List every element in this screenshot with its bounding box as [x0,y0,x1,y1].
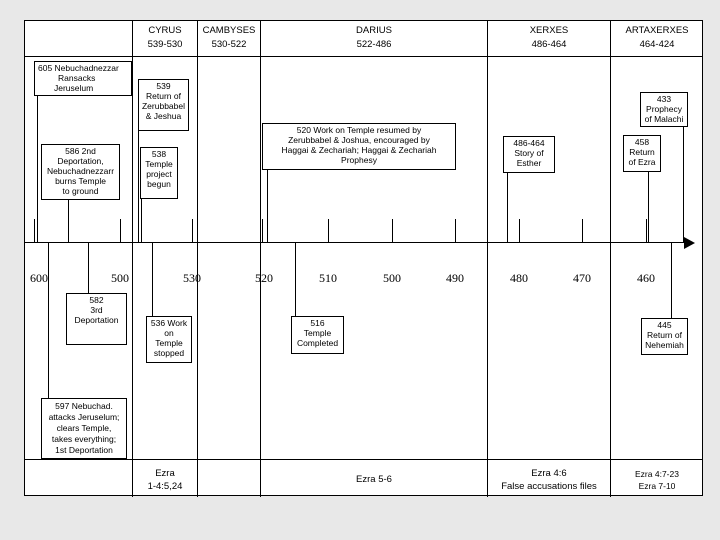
event-text: Deportation, [57,156,104,166]
header-years: 464-424 [639,39,675,50]
event-433-box [640,92,688,127]
event-text: Haggai & Zechariah; Haggai & Zechariah [281,145,437,155]
header-name: ARTAXERXES [625,25,689,36]
event-539-box [138,79,189,131]
event-text: 538 [151,149,167,159]
event-536-box [146,316,192,363]
event-text: Nehemiah [645,340,684,350]
event-text: 1st Deportation [55,445,113,455]
event-text: 3rd [90,305,103,315]
header-cyrus [133,24,197,52]
event-text: Esther [516,158,542,168]
year-label: 460 [637,271,655,285]
header-artaxerxes [611,24,703,52]
event-text: begun [147,179,171,189]
reference-xerxes [488,467,610,493]
header-name: CYRUS [148,25,182,36]
event-text: on [164,328,174,338]
event-458-box [623,135,661,172]
year-tick [120,219,121,242]
column-divider [610,21,611,497]
event-text: Temple [145,159,173,169]
event-text: attacks Jeruselum; [48,412,120,422]
event-text: clears Temple, [56,423,112,433]
reference-text: Ezra 5-6 [356,474,392,485]
header-years: 486-464 [531,39,567,50]
year-tick [582,219,583,242]
event-text: 520 Work on Temple resumed by [296,125,422,135]
year-tick [328,219,329,242]
timeline-arrow-icon [684,237,695,249]
year-tick [192,219,193,242]
event-connector [88,242,89,293]
year-tick [34,219,35,242]
reference-text: Ezra 7-10 [638,481,676,491]
year-tick [262,219,263,242]
event-connector [295,242,296,316]
event-586-box [41,144,120,200]
header-name: DARIUS [356,25,392,36]
header-divider [25,56,703,57]
event-text: to ground [62,186,99,196]
event-text: Nebuchadnezzarr [46,166,115,176]
event-text: project [146,169,172,179]
timeline-slide [24,20,703,496]
event-text: Temple [155,338,183,348]
event-516-box [291,316,344,354]
header-name: CAMBYSES [202,25,256,36]
year-tick [455,219,456,242]
event-486-464-box [503,136,555,173]
event-text: 516 [310,318,325,328]
header-name: XERXES [529,25,569,36]
event-text: Return [629,147,655,157]
event-538-box [140,147,178,199]
reference-text: False accusations files [501,481,597,492]
event-text: 433 [656,94,672,104]
event-text: 582 [89,295,104,305]
event-text: Deportation [74,315,119,325]
reference-artaxerxes [611,468,703,492]
reference-darius [261,473,487,486]
reference-cyrus [133,467,197,493]
year-label: 510 [319,271,337,285]
event-text: 458 [634,137,650,147]
event-text: 586 2nd [65,146,96,156]
event-text: 605 Nebuchadnezzar [38,63,119,73]
event-connector [141,199,142,242]
year-label: 530 [183,271,201,285]
year-label: 500 [383,271,401,285]
year-label: 470 [573,271,591,285]
year-tick [646,219,647,242]
timeline-axis [25,242,685,243]
event-text: Zerubbabel & Joshua, encouraged by [288,135,430,145]
event-text: 445 [657,320,672,330]
event-text: 536 Work [150,318,188,328]
year-tick [519,219,520,242]
event-connector [48,242,49,398]
column-divider [487,21,488,497]
event-connector [671,242,672,318]
reference-text: Ezra 4:7-23 [635,469,679,479]
event-582-box [66,293,127,345]
event-connector [152,242,153,316]
year-label: 480 [510,271,528,285]
event-597-box [41,398,127,459]
year-label: 520 [255,271,273,285]
event-text: Story of [514,148,544,158]
event-connector [37,96,38,242]
event-connector [138,131,139,242]
column-divider [132,21,133,497]
event-connector [68,200,69,242]
year-label: 500 [111,271,129,285]
reference-text: Ezra 4:6 [531,468,567,479]
event-text: Jeruselum [54,83,94,93]
reference-text: 1-4:5,24 [147,481,183,492]
event-connector [683,127,684,242]
column-divider [197,21,198,497]
year-label: 600 [30,271,48,285]
event-text: Prophecy [646,104,682,114]
event-text: takes everything; [51,434,117,444]
event-text: 539 [156,81,171,91]
event-text: Return of [146,91,181,101]
event-text: Temple [303,328,332,338]
header-xerxes [488,24,610,52]
event-connector [267,170,268,242]
event-text: 486-464 [513,138,545,148]
event-text: Prophesy [341,155,377,165]
event-445-box [641,318,688,355]
year-label: 490 [446,271,464,285]
event-text: Zerubbabel [141,101,185,111]
header-years: 530-522 [211,39,247,50]
event-605-box [34,61,132,96]
year-tick [392,219,393,242]
event-text: stopped [153,348,185,358]
event-connector [648,172,649,242]
event-text: 597 Nebuchad. [55,401,113,411]
column-divider [260,21,261,497]
event-text: Ransacks [58,73,96,83]
header-years: 539-530 [147,39,183,50]
event-text: of Ezra [628,157,656,167]
event-520-box [262,123,456,170]
event-text: Return of [647,330,682,340]
footer-divider [25,459,703,460]
event-text: Completed [296,338,339,348]
event-text: of Malachi [644,114,684,124]
event-text: & Jeshua [145,111,182,121]
header-cambyses [198,24,260,52]
header-darius [261,24,487,52]
reference-text: Ezra [155,468,175,479]
event-connector [507,173,508,242]
event-text: burns Temple [55,176,106,186]
header-years: 522-486 [356,39,392,50]
